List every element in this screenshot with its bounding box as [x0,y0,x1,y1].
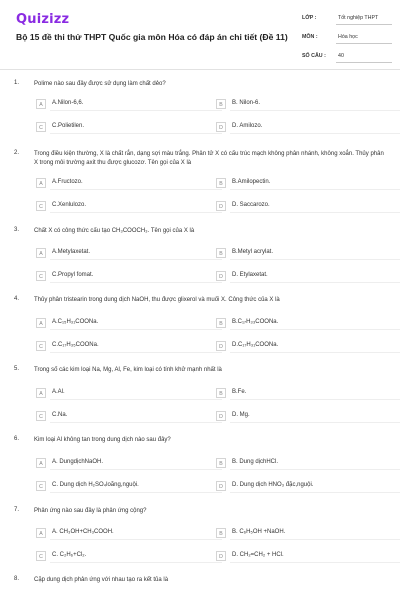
question-number: 2. [14,150,20,156]
option-letter-box: B [216,318,226,328]
option-text: D. Etylaxetat. [232,272,268,278]
option-letter-box: A [36,318,46,328]
option-underline [50,133,222,134]
option-text: C. C₂H₆+Cl₂. [52,552,87,558]
option-text: C.Polietilen. [52,123,85,129]
option-underline [230,329,400,330]
option-letter-box: D [216,551,226,561]
question-number: 6. [14,436,20,442]
option-letter-box: C [36,271,46,281]
question-text: Trong số các kim loại Na, Mg, Al, Fe, kim loại có tính khử mạnh nhất là [34,367,222,373]
meta-value: Hóa học [338,34,358,40]
option-underline [230,562,400,563]
meta-value: Tốt nghiệp THPT [338,15,379,21]
option-text: D. CH₂=CH₂ + HCl. [232,552,284,558]
question-text: Chất X có công thức cấu tạo CH₃COOCH₃. Tên gọi của X là [34,228,195,234]
option-text: C.Na. [52,412,68,418]
option-underline [230,133,400,134]
question-text: Kim loại Al không tan trong dung dịch nào sau đây? [34,437,171,443]
question-text: Trong điều kiện thường, X là chất rắn, dạng sợi màu trắng. Phân tử X có cấu trúc mạch không phân nhánh, không xoắn. Thủy phân X trong môi trường axit thu được glucozơ. Tên gọi của X là [34,151,384,166]
option-underline [50,189,222,190]
question-number: 1. [14,80,20,86]
option-letter-box: C [36,551,46,561]
option-letter-box: D [216,341,226,351]
option-underline [230,189,400,190]
option-text: D. Saccarozo. [232,202,270,208]
question-number: 5. [14,366,20,372]
option-text: A.Al. [52,389,65,395]
option-letter-box: C [36,201,46,211]
option-letter-box: C [36,481,46,491]
meta-row-class [302,13,392,32]
option-letter-box: A [36,248,46,258]
question-number: 7. [14,507,20,513]
header-divider [0,69,400,70]
option-underline [50,562,222,563]
option-letter-box: D [216,201,226,211]
option-text: C. Dung dịch H₂SO₄loãng,nguội. [52,482,139,488]
meta-label: SỐ CÂU : [302,53,326,59]
meta-row-count [302,51,392,70]
quizizz-logo: Quizizz [16,12,70,27]
option-underline [230,492,400,493]
option-underline [230,539,400,540]
option-text: B.Fe. [232,389,247,395]
meta-underline [336,62,392,63]
option-letter-box: D [216,271,226,281]
option-letter-box: C [36,122,46,132]
option-text: B. C₆H₅OH +NaOH. [232,529,286,535]
worksheet-meta [302,13,392,70]
option-letter-box: A [36,99,46,109]
option-underline [230,469,400,470]
option-letter-box: A [36,528,46,538]
option-letter-box: B [216,178,226,188]
option-text: B. Nilon-6. [232,100,261,106]
option-text: D. Mg. [232,412,250,418]
option-underline [50,259,222,260]
meta-row-subject [302,32,392,51]
option-letter-box: B [216,388,226,398]
option-text: A.Nilon-6,6. [52,100,84,106]
option-text: D. Dung dịch HNO₃ đặc,nguội. [232,482,314,488]
question-text: Cặp dung dịch phản ứng với nhau tạo ra kết tủa là [34,577,169,583]
option-underline [230,352,400,353]
option-letter-box: A [36,458,46,468]
option-text: B.Amilopectin. [232,179,271,185]
option-underline [50,492,222,493]
option-underline [50,539,222,540]
option-text: D.C₁₇H₃₁COONa. [232,342,279,348]
question-text: Thủy phân tristearin trong dung dịch NaOH, thu được glixerol và muối X. Công thức của X là [34,297,280,303]
option-underline [50,352,222,353]
option-text: B.C₁₇H₃₃COONa. [232,319,279,325]
question-text: Phản ứng nào sau đây là phản ứng cộng? [34,508,147,514]
meta-underline [336,24,392,25]
meta-label: MÔN : [302,34,318,40]
option-underline [50,329,222,330]
option-letter-box: A [36,388,46,398]
option-letter-box: B [216,458,226,468]
worksheet-header [0,0,400,70]
option-underline [230,422,400,423]
option-underline [50,110,222,111]
question-number: 3. [14,227,20,233]
option-text: A. CH₃OH+CH₃COOH. [52,529,114,535]
option-letter-box: B [216,528,226,538]
option-letter-box: A [36,178,46,188]
option-text: C.Xenlulozo. [52,202,87,208]
option-underline [230,399,400,400]
option-text: B.Metyl acrylat. [232,249,274,255]
option-text: B. Dung dịchHCl. [232,459,279,465]
question-number: 4. [14,296,20,302]
option-letter-box: D [216,481,226,491]
question-text: Polime nào sau đây được sử dụng làm chất dẻo? [34,81,166,87]
worksheet-title: Bộ 15 đề thi thử THPT Quốc gia môn Hóa có đáp án chi tiết (Đề 11) [16,32,288,42]
meta-value: 40 [338,53,344,59]
meta-label: LỚP : [302,15,317,21]
option-letter-box: C [36,411,46,421]
option-text: A.Metylaxetat. [52,249,91,255]
option-underline [230,282,400,283]
option-text: A.Fructozo. [52,179,83,185]
option-underline [50,212,222,213]
option-underline [50,469,222,470]
option-letter-box: B [216,248,226,258]
option-underline [230,212,400,213]
option-underline [230,259,400,260]
option-text: C.Propyl fomat. [52,272,94,278]
option-letter-box: D [216,122,226,132]
option-underline [50,399,222,400]
question-number: 8. [14,576,20,582]
option-text: A.C₁₅H₃₁COONa. [52,319,99,325]
option-letter-box: C [36,341,46,351]
option-letter-box: D [216,411,226,421]
option-underline [50,282,222,283]
option-letter-box: B [216,99,226,109]
option-text: A. DungdịchNaOH. [52,459,104,465]
option-text: C.C₁₇H₃₅COONa. [52,342,99,348]
option-text: D. Amilozo. [232,123,263,129]
option-underline [230,110,400,111]
meta-underline [336,43,392,44]
option-underline [50,422,222,423]
